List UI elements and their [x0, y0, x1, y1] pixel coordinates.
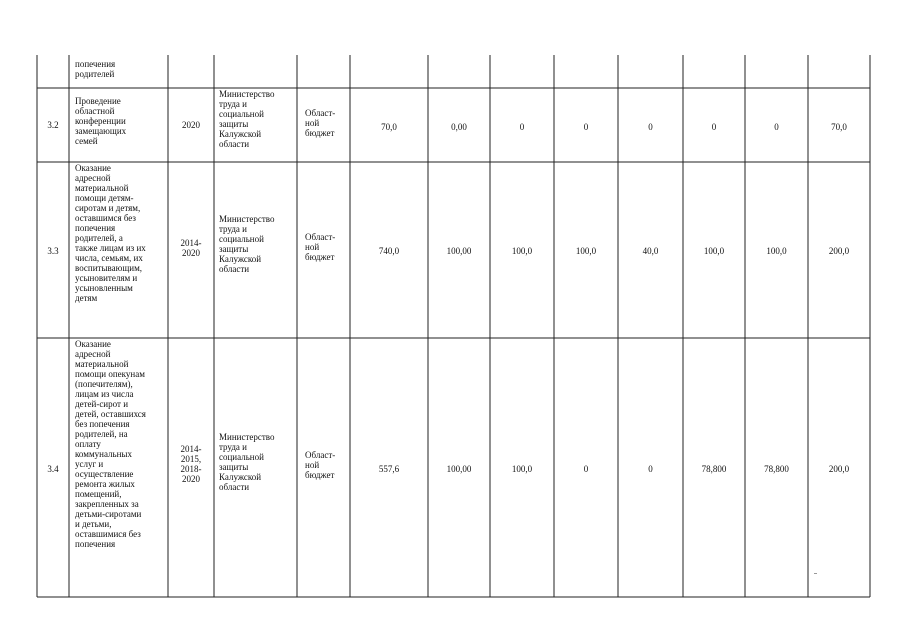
row-3-3-number: 3.3 [47, 246, 59, 256]
row-3-4-number: 3.4 [47, 464, 59, 474]
row-3-3-executor: Министерство труда и социальной защиты Калужской области [219, 214, 275, 274]
row-3-2-value: 0 [711, 122, 717, 132]
row-3-2-value: 0 [648, 122, 653, 132]
row-3-4-value: 0 [583, 464, 589, 474]
row-3-3-years: 2014- 2020 [180, 238, 202, 258]
row-3-2-value: 70,0 [831, 122, 847, 132]
row-3-4-source: Област- ной бюджет [305, 450, 336, 480]
row-3-2-value: 70,0 [381, 122, 397, 132]
row-3-2-number: 3.2 [47, 120, 59, 130]
row-3-3-value: 100,0 [703, 246, 725, 256]
row-3-4-value: 557,6 [378, 464, 400, 474]
row-3-3-value: 100,0 [766, 246, 787, 256]
row-3-4-executor: Министерство труда и социальной защиты Калужской области [219, 432, 275, 492]
row-3-2-name: Проведение областной конференции замещающих семей [75, 96, 127, 146]
row-3-2-value: 0 [774, 122, 779, 132]
scan-speck [814, 573, 817, 574]
row-3-4-value: 0 [648, 464, 653, 474]
row-3-3-value: 740,0 [378, 246, 400, 256]
row-3-2-value: 0,00 [451, 122, 467, 132]
row-3-4-years: 2014- 2015, 2018- 2020 [180, 444, 202, 484]
row-3-2-value: 0 [519, 122, 525, 132]
row-3-3-value: 100,00 [446, 246, 472, 256]
row-3-3-source: Област- ной бюджет [305, 232, 336, 262]
row-3-2-years: 2020 [182, 120, 200, 130]
row-3-4-value: 100,00 [446, 464, 472, 474]
row-3-4-value: 100,0 [511, 464, 533, 474]
row-3-2-source: Област- ной бюджет [305, 108, 336, 138]
row-3-4-value: 200,0 [828, 464, 850, 474]
row-3-4-value: 78,800 [701, 464, 727, 474]
row-3-3-value: 40,0 [642, 246, 659, 256]
row-3-4-name: Оказание адресной материальной помощи опекунам (попечителям), лицам из числа детей-сирот и детей, оставшихся без попечения родителей, на оплату коммунальных услуг и осуществление ремонта жилых помещений, закрепленных за детьми-сиротами и детьми, оставшимися без попечения [75, 339, 146, 549]
row-3-3-value: 100,0 [575, 246, 597, 256]
row-3-2-value: 0 [583, 122, 589, 132]
row-3-2-executor: Министерство труда и социальной защиты Калужской области [219, 89, 275, 149]
row-3-4-value: 78,800 [764, 464, 789, 474]
row-fragment-name: попечения родителей [75, 59, 116, 79]
row-3-3-value: 200,0 [828, 246, 850, 256]
row-3-3-name: Оказание адресной материальной помощи детям- сиротам и детям, оставшимся без попечения родителей, а также лицам из их числа, семьям, их воспитывающим, усыновителям и усыновленным детям [75, 163, 146, 303]
row-3-3-value: 100,0 [511, 246, 533, 256]
